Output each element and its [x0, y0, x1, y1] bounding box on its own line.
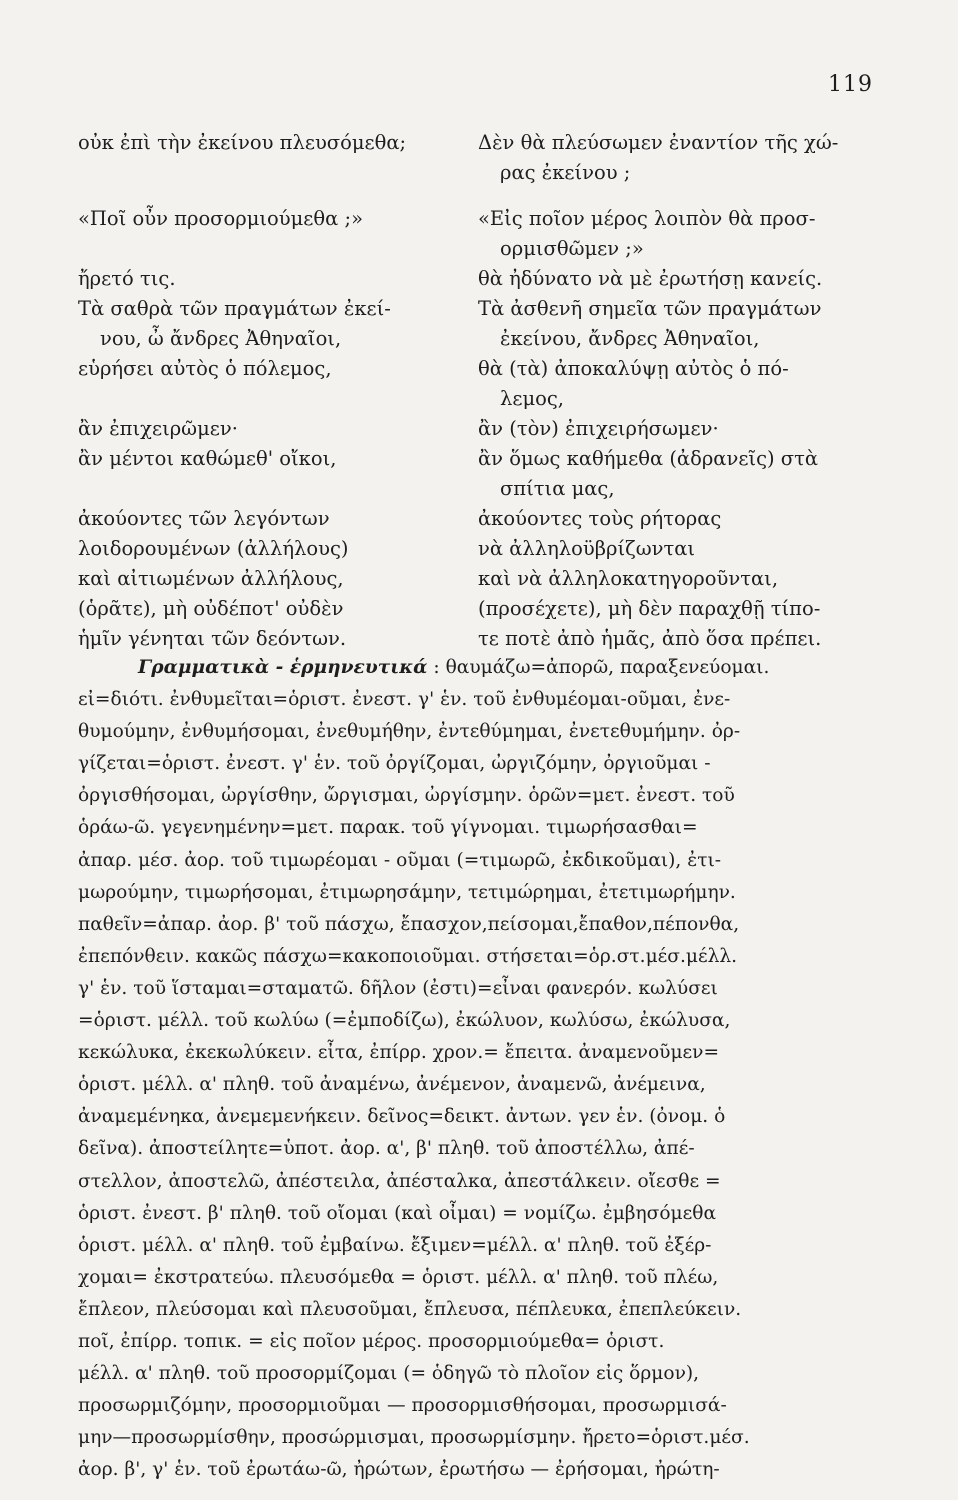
ancient-text [78, 128, 478, 188]
page-number: 119 [828, 72, 873, 97]
commentary-line [78, 652, 886, 684]
commentary-line: =ὁριστ. μέλλ. τοῦ κωλύω (=ἐμποδίζω), ἐκώλυον, κωλύσω, ἐκώλυσα, [78, 1010, 731, 1032]
modern-translation [478, 444, 898, 504]
commentary-line: ὁριστ. ἐνεστ. β' πληθ. τοῦ οἴομαι (καὶ οἶμαι) = νομίζω. ἐμβησόμεθα [78, 1202, 717, 1224]
parallel-row [78, 564, 898, 594]
text-line: Δὲν θὰ πλεύσωμεν ἐναντίον τῆς χώ- [478, 131, 839, 154]
text-line: νου, ὦ ἄνδρες Ἀθηναῖοι, [100, 327, 342, 350]
text-line: ρας ἐκείνου ; [500, 161, 631, 184]
commentary-line: κεκώλυκα, ἐκεκωλύκειν. εἶτα, ἐπίρρ. χρον.= ἔπειτα. ἀναμενοῦμεν= [78, 1042, 720, 1064]
commentary-line: μην—προσωρμίσθην, προσώρμισμαι, προσωρμίσμην. ἤρετο=ὁριστ.μέσ. [78, 1427, 750, 1449]
parallel-row [78, 294, 898, 354]
commentary-line: ὁράω-ῶ. γεγενημένην=μετ. παρακ. τοῦ γίγνομαι. τιμωρήσασθαι= [78, 817, 698, 839]
commentary-line: ὁριστ. μέλλ. α' πληθ. τοῦ ἐμβαίνω. ἔξιμεν=μέλλ. α' πληθ. τοῦ ἐξέρ- [78, 1234, 712, 1256]
modern-translation [478, 354, 898, 414]
commentary-line: ἀορ. β', γ' ἑν. τοῦ ἐρωτάω-ῶ, ἠρώτων, ἐρωτήσω — ἐρήσομαι, ἠρώτη- [78, 1459, 720, 1481]
text-line: τε ποτὲ ἀπὸ ἡμᾶς, ἀπὸ ὅσα πρέπει. [478, 627, 822, 650]
parallel-row [78, 264, 898, 294]
parallel-text [78, 128, 898, 654]
ancient-text [78, 444, 478, 504]
commentary-line: χομαι= ἐκστρατεύω. πλευσόμεθα = ὁριστ. μέλλ. α' πληθ. τοῦ πλέω, [78, 1266, 719, 1288]
commentary-line: ἀναμεμένηκα, ἀνεμεμενήκειν. δεῖνος=δεικτ. ἀντων. γεν ἑν. (ὀνομ. ὁ [78, 1106, 726, 1128]
parallel-row [78, 624, 898, 654]
text-line: «Εἰς ποῖον μέρος λοιπὸν θὰ προσ- [478, 207, 816, 230]
commentary-line: προσωρμιζόμην, προσορμιοῦμαι — προσορμισθήσομαι, προσωρμισά- [78, 1395, 727, 1417]
parallel-row [78, 204, 898, 264]
ancient-text [78, 534, 478, 564]
text-line: «Ποῖ οὖν προσορμιούμεθα ;» [78, 207, 363, 230]
parallel-row [78, 504, 898, 534]
commentary-line: δεῖνα). ἀποστείλητε=ὑποτ. ἀορ. α', β' πληθ. τοῦ ἀποστέλλω, ἀπέ- [78, 1138, 695, 1160]
modern-translation [478, 414, 898, 444]
text-line: ἡμῖν γένηται τῶν δεόντων. [78, 627, 347, 650]
parallel-row [78, 444, 898, 504]
ancient-text [78, 564, 478, 594]
modern-translation [478, 264, 898, 294]
text-line: οὐκ ἐπὶ τὴν ἐκείνου πλευσόμεθα; [78, 131, 407, 154]
text-line: ἐκείνου, ἄνδρες Ἀθηναῖοι, [500, 327, 760, 350]
commentary-line: στελλον, ἀποστελῶ, ἀπέστειλα, ἀπέσταλκα, ἀπεστάλκειν. οἴεσθε = [78, 1170, 721, 1192]
ancient-text [78, 414, 478, 444]
modern-translation [478, 128, 898, 188]
modern-translation [478, 624, 898, 654]
text-line: καὶ νὰ ἀλληλοκατηγοροῦνται, [478, 567, 779, 590]
commentary-line: γ' ἑν. τοῦ ἵσταμαι=σταματῶ. δῆλον (ἐστι)=εἶναι φανερόν. κωλύσει [78, 977, 718, 999]
ancient-text [78, 204, 478, 264]
ancient-text [78, 354, 478, 414]
commentary-line: μέλλ. α' πληθ. τοῦ προσορμίζομαι (= ὁδηγῶ τὸ πλοῖον εἰς ὅρμον), [78, 1363, 700, 1385]
commentary-line: ποῖ, ἐπίρρ. τοπικ. = εἰς ποῖον μέρος. προσορμιούμεθα= ὁριστ. [78, 1330, 665, 1352]
commentary-line: ὀργισθήσομαι, ὠργίσθην, ὤργισμαι, ὠργίσμην. ὁρῶν=μετ. ἐνεστ. τοῦ [78, 785, 735, 807]
commentary-line: γίζεται=ὁριστ. ἐνεστ. γ' ἑν. τοῦ ὀργίζομαι, ὠργιζόμην, ὀργιοῦμαι - [78, 753, 711, 775]
parallel-row [78, 534, 898, 564]
ancient-text [78, 624, 478, 654]
text-line: ἂν ὅμως καθήμεθα (ἀδρανεῖς) στὰ [478, 447, 819, 470]
commentary-line: θυμούμην, ἐνθυμήσομαι, ἐνεθυμήθην, ἐντεθύμημαι, ἐνετεθυμήμην. ὀρ- [78, 721, 741, 743]
text-line: ἤρετό τις. [78, 267, 176, 290]
text-line: ἂν ἐπιχειρῶμεν· [78, 417, 238, 440]
modern-translation [478, 564, 898, 594]
parallel-row [78, 594, 898, 624]
modern-translation [478, 504, 898, 534]
ancient-text [78, 504, 478, 534]
ancient-text [78, 594, 478, 624]
commentary-text: : θαυμάζω=ἀπορῶ, παραξενεύομαι. [427, 657, 770, 678]
text-line: ἂν μέντοι καθώμεθ' οἴκοι, [78, 447, 337, 470]
parallel-row [78, 414, 898, 444]
text-line: ἂν (τὸν) ἐπιχειρήσωμεν· [478, 417, 719, 440]
text-line: νὰ ἀλληλοϋβρίζωνται [478, 537, 696, 560]
parallel-row [78, 128, 898, 188]
text-line: (ὁρᾶτε), μὴ οὐδέποτ' οὐδὲν [78, 597, 344, 620]
modern-translation [478, 594, 898, 624]
commentary-line: παθεῖν=ἀπαρ. ἀορ. β' τοῦ πάσχω, ἔπασχον,πείσομαι,ἔπαθον,πέπονθα, [78, 913, 740, 935]
grammar-commentary [78, 652, 886, 1486]
text-line: Τὰ ἀσθενῆ σημεῖα τῶν πραγμάτων [478, 297, 822, 320]
text-line: ἀκούοντες τοὺς ρήτορας [478, 507, 722, 530]
commentary-line: ἔπλεον, πλεύσομαι καὶ πλευσοῦμαι, ἔπλευσα, πέπλευκα, ἐπεπλεύκειν. [78, 1298, 742, 1320]
commentary-line: ὁριστ. μέλλ. α' πληθ. τοῦ ἀναμένω, ἀνέμενον, ἀναμενῶ, ἀνέμεινα, [78, 1074, 706, 1096]
text-line: καὶ αἰτιωμένων ἀλλήλους, [78, 567, 344, 590]
ancient-text [78, 264, 478, 294]
commentary-line: ἐπεπόνθειν. κακῶς πάσχω=κακοποιοῦμαι. στήσεται=ὁρ.στ.μέσ.μέλλ. [78, 945, 738, 967]
text-line: σπίτια μας, [500, 477, 615, 500]
modern-translation [478, 534, 898, 564]
commentary-line: εἰ=διότι. ἐνθυμεῖται=ὁριστ. ἐνεστ. γ' ἑν. τοῦ ἐνθυμέομαι-οῦμαι, ἐνε- [78, 689, 731, 711]
commentary-line: ἀπαρ. μέσ. ἀορ. τοῦ τιμωρέομαι - οῦμαι (=τιμωρῶ, ἐκδικοῦμαι), ἐτι- [78, 849, 722, 871]
text-line: λεμος, [500, 387, 564, 410]
text-line: εὑρήσει αὐτὸς ὁ πόλεμος, [78, 357, 332, 380]
text-line: ορμισθῶμεν ;» [500, 237, 644, 260]
ancient-text [78, 294, 478, 354]
modern-translation [478, 204, 898, 264]
text-line: Τὰ σαθρὰ τῶν πραγμάτων ἐκεί- [78, 297, 391, 320]
text-line: (προσέχετε), μὴ δὲν παραχθῇ τίπο- [478, 597, 821, 620]
text-line: λοιδορουμένων (ἀλλήλους) [78, 537, 349, 560]
text-line: θὰ (τὰ) ἀποκαλύψῃ αὐτὸς ὁ πό- [478, 357, 789, 380]
text-line: θὰ ἠδύνατο νὰ μὲ ἐρωτήσῃ κανείς. [478, 267, 823, 290]
modern-translation [478, 294, 898, 354]
commentary-heading: Γραμματικὰ - ἑρμηνευτικά [138, 657, 428, 678]
commentary-line: μωρούμην, τιμωρήσομαι, ἐτιμωρησάμην, τετιμώρημαι, ἐτετιμωρήμην. [78, 881, 736, 903]
text-line: ἀκούοντες τῶν λεγόντων [78, 507, 330, 530]
parallel-row [78, 354, 898, 414]
